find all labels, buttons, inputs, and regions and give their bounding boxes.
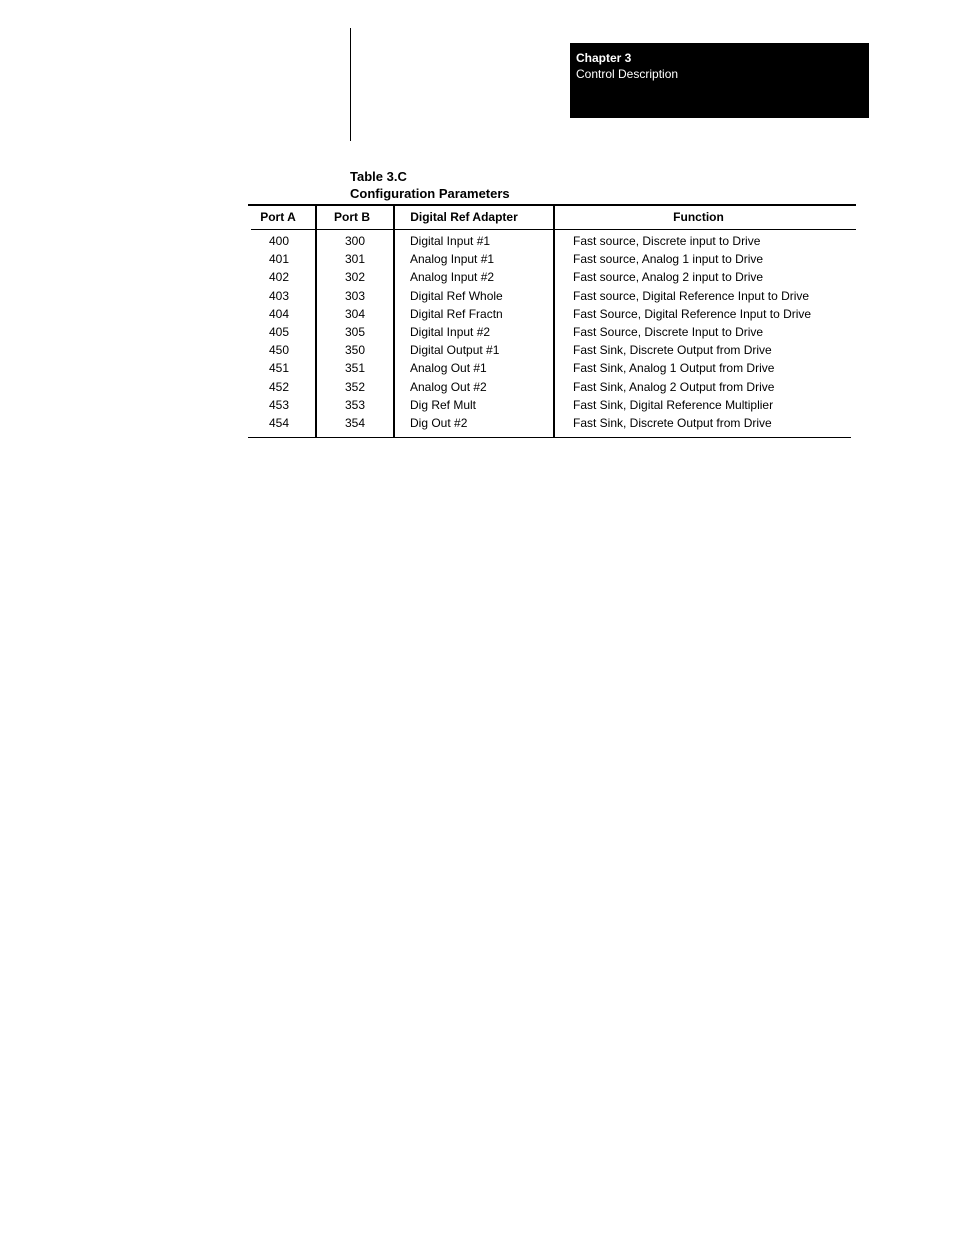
cell-function: Fast source, Analog 1 input to Drive (573, 252, 764, 267)
cell-port-a: 401 (268, 252, 290, 267)
table-caption (350, 168, 510, 202)
cell-digital-ref-adapter: Analog Out #2 (410, 379, 487, 394)
cell-function: Fast Sink, Discrete Output from Drive (573, 415, 772, 430)
cell-port-b: 305 (344, 324, 366, 339)
cell-digital-ref-adapter: Digital Ref Whole (410, 288, 503, 303)
cell-port-b: 350 (344, 343, 366, 358)
cell-port-b: 353 (344, 397, 366, 412)
table-bottom-rule (248, 437, 851, 438)
cell-port-b: 304 (344, 306, 366, 321)
cell-function: Fast Sink, Digital Reference Multiplier (573, 397, 774, 412)
chapter-header (570, 43, 869, 118)
cell-port-b: 300 (344, 234, 366, 248)
table-row (248, 233, 856, 251)
table-row (248, 288, 856, 306)
cell-port-a: 451 (268, 361, 290, 376)
table-body (248, 233, 856, 433)
table-row (248, 306, 856, 324)
cell-digital-ref-adapter: Digital Output #1 (410, 343, 500, 358)
cell-function: Fast source, Digital Reference Input to Drive (573, 288, 810, 303)
cell-digital-ref-adapter: Analog Out #1 (410, 361, 487, 376)
cell-digital-ref-adapter: Digital Input #2 (410, 324, 491, 339)
table-row (248, 324, 856, 342)
cell-port-a: 405 (268, 324, 290, 339)
cell-port-a: 452 (268, 379, 290, 394)
column-header-digital-ref-adapter: Digital Ref Adapter (410, 210, 518, 224)
table-row (248, 360, 856, 378)
cell-port-b: 301 (344, 252, 366, 267)
table-row (248, 397, 856, 415)
cell-port-b: 302 (344, 270, 366, 285)
cell-port-b: 303 (344, 288, 366, 303)
column-header-port-b: Port B (334, 210, 370, 224)
cell-function: Fast Source, Digital Reference Input to Drive (573, 306, 812, 321)
cell-port-a: 450 (268, 343, 290, 358)
table-top-rule (248, 204, 856, 206)
cell-function: Fast Sink, Discrete Output from Drive (573, 343, 772, 358)
column-header-port-a: Port A (260, 210, 296, 224)
table-row (248, 269, 856, 287)
cell-function: Fast source, Discrete input to Drive (573, 234, 761, 248)
table-row (248, 342, 856, 360)
chapter-title: Control Description (576, 67, 679, 81)
table-title: Configuration Parameters (350, 186, 510, 201)
cell-port-a: 404 (268, 306, 290, 321)
cell-port-a: 453 (268, 397, 290, 412)
column-header-function: Function (673, 210, 724, 224)
cell-function: Fast source, Analog 2 input to Drive (573, 270, 764, 285)
cell-port-b: 351 (344, 361, 366, 376)
margin-rule (350, 28, 351, 141)
table-row (248, 415, 856, 433)
cell-digital-ref-adapter: Dig Out #2 (410, 415, 468, 430)
cell-function: Fast Source, Discrete Input to Drive (573, 324, 764, 339)
cell-digital-ref-adapter: Analog Input #1 (410, 252, 495, 267)
cell-port-b: 352 (344, 379, 366, 394)
table-number: Table 3.C (350, 169, 407, 184)
cell-digital-ref-adapter: Digital Ref Fractn (410, 306, 503, 321)
cell-port-a: 403 (268, 288, 290, 303)
cell-port-a: 400 (268, 234, 290, 248)
cell-digital-ref-adapter: Dig Ref Mult (410, 397, 477, 412)
cell-port-b: 354 (344, 415, 366, 430)
cell-digital-ref-adapter: Analog Input #2 (410, 270, 495, 285)
table-row (248, 379, 856, 397)
cell-function: Fast Sink, Analog 2 Output from Drive (573, 379, 775, 394)
cell-port-a: 402 (268, 270, 290, 285)
cell-digital-ref-adapter: Digital Input #1 (410, 234, 491, 248)
table-row (248, 251, 856, 269)
chapter-number: Chapter 3 (576, 51, 632, 65)
cell-port-a: 454 (268, 415, 290, 430)
cell-function: Fast Sink, Analog 1 Output from Drive (573, 361, 775, 376)
